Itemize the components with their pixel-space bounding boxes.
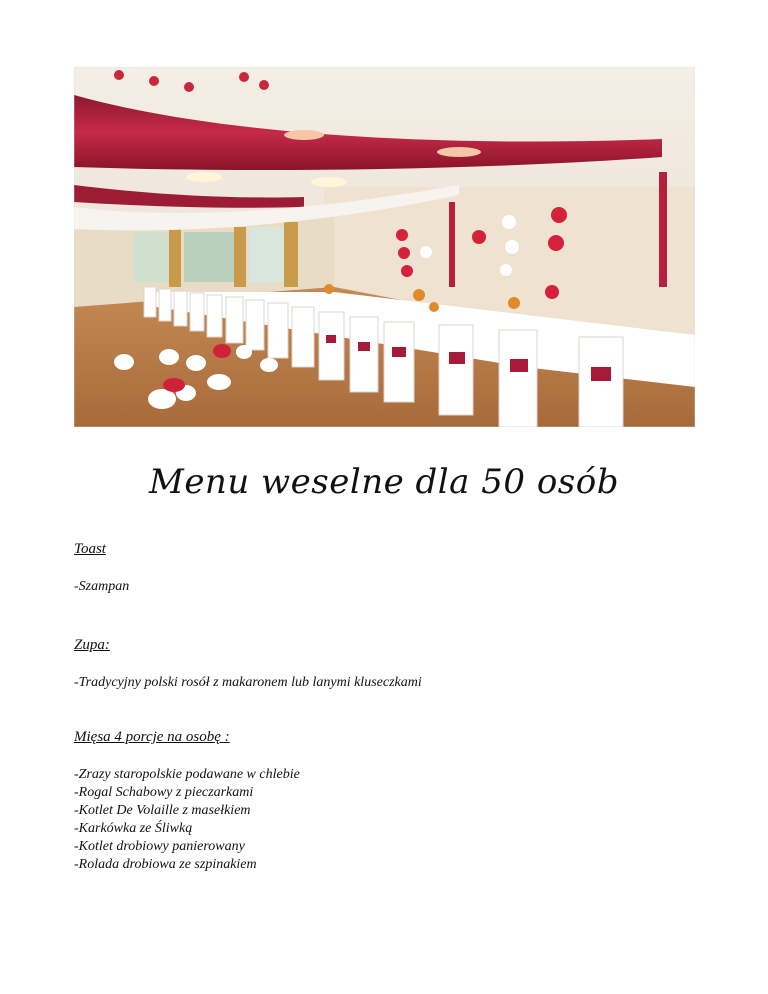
menu-item: -Karkówka ze Śliwką xyxy=(74,821,193,836)
page-title: Menu weselne dla 50 osób xyxy=(149,462,619,502)
section-heading-toast: Toast xyxy=(74,541,106,557)
banquet-hall-photo xyxy=(74,67,695,427)
menu-item: -Tradycyjny polski rosół z makaronem lub lanymi kluseczkami xyxy=(74,675,422,690)
menu-item: -Rolada drobiowa ze szpinakiem xyxy=(74,857,257,872)
section-heading-meats: Mięsa 4 porcje na osobę : xyxy=(74,729,230,745)
menu-item: -Kotlet De Volaille z masełkiem xyxy=(74,803,251,818)
menu-item: -Rogal Schabowy z pieczarkami xyxy=(74,785,254,800)
menu-item: -Kotlet drobiowy panierowany xyxy=(74,839,245,854)
menu-content xyxy=(74,540,694,874)
menu-item: -Szampan xyxy=(74,579,130,594)
menu-item: -Zrazy staropolskie podawane w chlebie xyxy=(74,767,300,782)
section-heading-soup: Zupa: xyxy=(74,637,110,653)
